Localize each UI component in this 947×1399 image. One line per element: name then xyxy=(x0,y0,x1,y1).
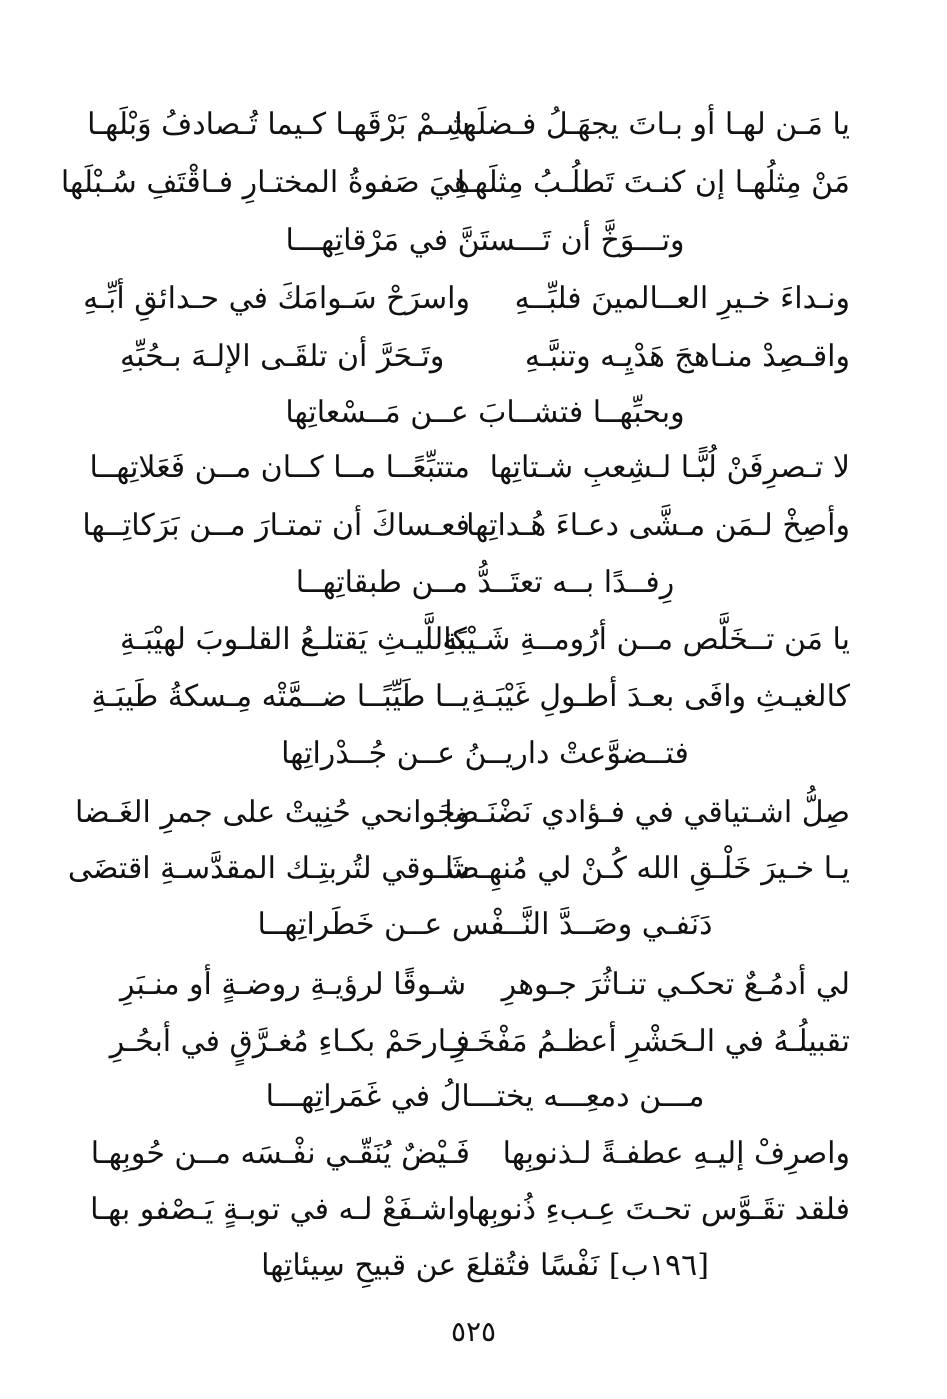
second-hemistich: شِـمْ بَرْقَهـا كـيما تُـصادفُ وَبْلَهـا xyxy=(87,107,470,142)
second-hemistich: شَـوقي لتُربتِـك المقدَّسـةِ اقتضَى xyxy=(67,851,470,886)
couplet xyxy=(60,155,850,211)
couplet xyxy=(74,785,850,841)
couplet xyxy=(90,1182,850,1238)
second-hemistich: هِيَ صَفوةُ المختـارِ فـاقْتَفِ سُـبْلَها xyxy=(60,165,470,200)
first-hemistich: مَنْ مِثلُهـا إن كنـتَ تَطلُـبُ مِثلَهـا xyxy=(456,165,850,200)
couplet xyxy=(120,329,850,385)
first-hemistich: لي أدمُـعٌ تحكـي تنـاثُرَ جـوهرِ xyxy=(501,967,850,1002)
second-hemistich: يــا طَيِّبًــا ضــمَّتْه مِـسكةُ طَيبَـةِ xyxy=(91,679,470,714)
refrain-line: مـــن دمعِـــه يختـــالُ في غَمَراتِهـــا xyxy=(265,1079,705,1114)
refrain-line: وتـــوَخَّ أن تَـــستَنَّ في مَرْقاتِهـــا xyxy=(285,223,685,258)
refrain-line: [١٩٦ب] نَفْسًا فتُقلعَ عن قبيحِ سِيئاتِها xyxy=(261,1248,709,1283)
second-hemistich: واشـفَعْ لـه في توبـةٍ يَـصْفو بهـا xyxy=(90,1192,470,1227)
refrain-line: رِفــدًا بــه تعتَــدُّ مــن طبقاتِهــا xyxy=(295,565,675,600)
second-hemistich: فعـساكَ أن تمتـارَ مــن بَرَكاتِــها xyxy=(82,508,470,543)
first-hemistich: يا مَن تــخَلَّص مــن أرُومــةِ شَـيْبَةِ xyxy=(442,622,850,657)
second-hemistich: فـارحَمْ بكـاءِ مُغـرَّقٍ في أبحُـرِ xyxy=(109,1024,470,1059)
second-hemistich: كاللَّيـثِ يَقتلـعُ القلـوبَ لهيْبَـةِ xyxy=(120,622,467,657)
couplet xyxy=(120,612,850,668)
couplet xyxy=(90,1126,850,1182)
first-hemistich: واصرِفْ إليـهِ عطفـةً لـذنوبِها xyxy=(502,1136,850,1171)
second-hemistich: وتَـحَرَّ أن تلقَـى الإلـهَ بـحُبِّهِ xyxy=(120,339,445,374)
couplet xyxy=(89,440,850,496)
second-hemistich: متتبِّعًــا مــا كــان مــن فَعَلاتِهــا xyxy=(89,450,470,485)
refrain-line: وبحبِّهــا فتشــابَ عــن مَــسْعاتِها xyxy=(285,395,685,430)
refrain-line: دَنَفـي وصَــدَّ النَّــفْس عــن خَطَراتِهــا xyxy=(257,907,713,942)
first-hemistich: صِلُّ اشـتياقي في فـؤادي نَضْنَـضا xyxy=(444,795,850,830)
first-hemistich: يا مَـن لهـا أو بـاتَ يجهَـلُ فـضلَها xyxy=(454,107,850,142)
first-hemistich: واقـصِدْ منـاهجَ هَدْيِـه وتنبَّـهِ xyxy=(524,339,850,374)
couplet xyxy=(83,271,850,327)
second-hemistich: وجَوانحي حُنِيتْ على جمرِ الغَـضا xyxy=(74,795,470,830)
page-number: ٥٢٥ xyxy=(450,1315,497,1348)
first-hemistich: كالغيـثِ وافَى بعـدَ أطـولِ غَيْبَـةِ xyxy=(471,679,850,714)
first-hemistich: لا تـصرِفَنْ لُبًّـا لـشِعبِ شـتاتِها xyxy=(489,450,850,485)
refrain-line: فتــضوَّعتْ داريــنُ عــن جُــدْراتِها xyxy=(281,736,689,771)
first-hemistich: يـا خـيرَ خَلْـقِ الله كُـنْ لي مُنهِـضا xyxy=(444,851,850,886)
couplet xyxy=(120,957,850,1013)
couplet xyxy=(109,1014,850,1070)
couplet xyxy=(67,841,850,897)
first-hemistich: ونـداءَ خـيرِ العــالمينَ فلبِّــهِ xyxy=(514,281,850,316)
second-hemistich: فَـيْضٌ يُنَقّـي نفْـسَه مــن حُوبِهـا xyxy=(90,1136,470,1171)
second-hemistich: واسرَحْ سَـوامَكَ في حـدائقِ أبِّـهِ xyxy=(83,281,470,316)
second-hemistich: شـوقًا لرؤيـةِ روضـةٍ أو منـبَرِ xyxy=(120,967,467,1002)
couplet xyxy=(87,97,850,153)
couplet xyxy=(82,498,850,554)
first-hemistich: فلقد تقَـوَّس تحـتَ عِـبءِ ذُنوبِها xyxy=(467,1192,850,1227)
couplet xyxy=(91,669,850,725)
first-hemistich: وأصِخْ لـمَن مـشَّى دعـاءَ هُـداتِها xyxy=(466,508,850,543)
first-hemistich: تقبيلُـهُ في الـحَشْرِ أعظـمُ مَفْخَـرِ xyxy=(451,1024,850,1059)
